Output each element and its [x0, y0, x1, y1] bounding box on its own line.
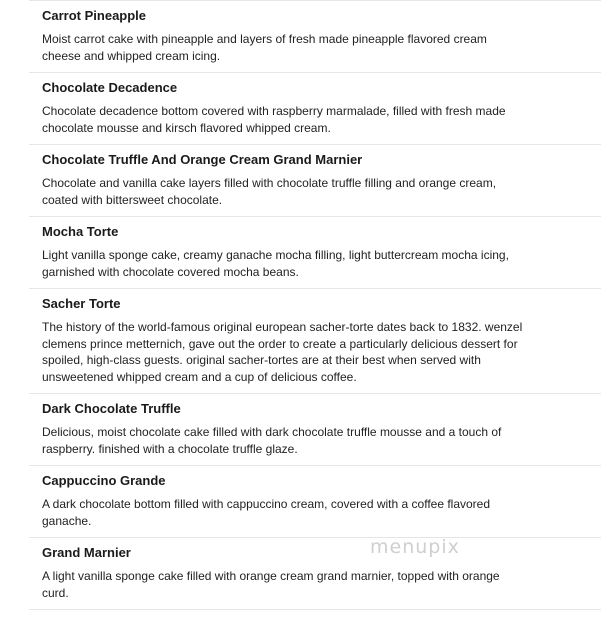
menu-item-description: The history of the world-famous original european sacher-torte dates back to 1832. wenzel clemens prince metternich, gave out the order to create a particularly delicious dessert for spoiled, high-class guests. original sacher-tortes are at their best when served with unsweetened whipped cream and a cup of delicious coffee. — [42, 320, 523, 384]
menu-item-grand-marnier — [29, 537, 601, 609]
menu-item-name: Dark Chocolate Truffle — [42, 401, 181, 416]
menu-item-description: Chocolate and vanilla cake layers filled with chocolate truffle filling and orange cream, coated with bittersweet chocolate. — [42, 176, 497, 207]
menu-item-name: Mocha Torte — [42, 224, 119, 239]
menu-item-description: Moist carrot cake with pineapple and layers of fresh made pineapple flavored cream cheese and whipped cream icing. — [42, 32, 487, 63]
dessert-menu-list — [29, 0, 601, 610]
menu-item-description: Light vanilla sponge cake, creamy ganache mocha filling, light buttercream mocha icing, garnished with chocolate covered mocha beans. — [42, 248, 509, 279]
menu-item-sacher-torte — [29, 288, 601, 393]
menu-item-description: Delicious, moist chocolate cake filled with dark chocolate truffle mousse and a touch of raspberry. finished with a chocolate truffle glaze. — [42, 425, 502, 456]
menu-item-dark-chocolate-truffle — [29, 393, 601, 465]
menu-item-name: Carrot Pineapple — [42, 8, 147, 23]
menu-item-mocha-torte — [29, 216, 601, 288]
watermark-logo: menupix — [370, 536, 460, 558]
menu-item-description: A dark chocolate bottom filled with cappuccino cream, covered with a coffee flavored ganache. — [42, 497, 491, 528]
menu-item-chocolate-decadence — [29, 72, 601, 144]
menu-item-name: Grand Marnier — [42, 545, 131, 560]
menu-item-name: Chocolate Truffle And Orange Cream Grand Marnier — [42, 152, 363, 167]
menu-item-carrot-pineapple — [29, 0, 601, 72]
menu-item-chocolate-truffle-orange-cream — [29, 144, 601, 216]
menu-item-cappuccino-grande — [29, 465, 601, 537]
menu-item-description: A light vanilla sponge cake filled with orange cream grand marnier, topped with orange curd. — [42, 569, 500, 600]
menu-item-name: Cappuccino Grande — [42, 473, 166, 488]
menu-item-name: Chocolate Decadence — [42, 80, 178, 95]
menu-item-name: Sacher Torte — [42, 296, 121, 311]
list-divider — [29, 609, 601, 610]
menu-item-description: Chocolate decadence bottom covered with raspberry marmalade, filled with fresh made chocolate mousse and kirsch flavored whipped cream. — [42, 104, 506, 135]
